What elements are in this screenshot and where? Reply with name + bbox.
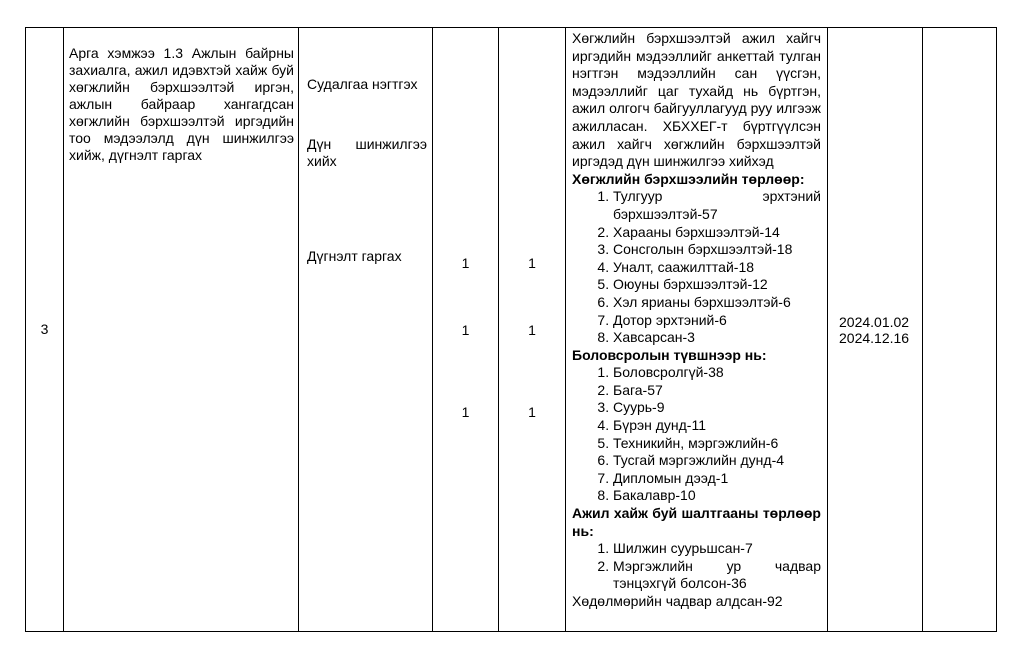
list-item: 5. Техникийн, мэргэжлийн-6	[613, 435, 821, 453]
count-value: 1	[528, 255, 536, 271]
list-item: 3. Суурь-9	[613, 399, 821, 417]
activities-cell	[299, 28, 433, 631]
list-item: 2. Мэргэжлийн ур чадвар тэнцэхгүй болсон-36	[613, 558, 821, 593]
list-item: 5. Оюуны бэрхшээлтэй-12	[613, 276, 821, 294]
reason-section-heading: Ажил хайж буй шалтгааны төрлөөр нь:	[572, 505, 821, 539]
list-item: 6. Тусгай мэргэжлийн дунд-4	[613, 452, 821, 470]
count-value: 1	[461, 255, 470, 271]
list-item: 2. Харааны бэрхшээлтэй-14	[613, 224, 821, 242]
list-item: 4. Уналт, саажилттай-18	[613, 259, 821, 277]
activity-label: Дүн шинжилгээ хийх	[307, 136, 427, 169]
list-item: 7. Дотор эрхтэний-6	[613, 312, 821, 330]
count-value: 1	[461, 404, 470, 420]
count-column-2-cell	[499, 28, 566, 631]
list-item: 4. Бүрэн дунд-11	[613, 417, 821, 435]
disability-section-heading: Хөгжлийн бэрхшээлийн төрлөөр:	[572, 170, 805, 187]
date-value: 2024.01.02	[839, 313, 910, 330]
count-value: 1	[528, 322, 536, 338]
disability-section-list	[572, 188, 821, 346]
list-item: 2. Бага-57	[613, 382, 821, 400]
row-number: 3	[40, 321, 49, 337]
performance-cell	[566, 28, 828, 631]
list-item: 3. Сонсголын бэрхшээлтэй-18	[613, 241, 821, 259]
list-item: 1. Тулгуур эрхтэний бэрхшээлтэй-57	[613, 188, 821, 223]
count-value: 1	[461, 322, 470, 338]
activity-label: Дүгнэлт гаргах	[307, 248, 402, 264]
measure-text: Арга хэмжээ 1.3 Ажлын байрны захиалга, ажил идэвхтэй хайж буй хөгжлийн бэрхшээлтэй иргэн, ажлын байраар хангагдсан хөгжлийн бэрхшээлтэй иргэдийн тоо мэдээлэлд дүн шинжилгээ хийж, дүгнэлт гаргах	[69, 45, 294, 163]
dates-cell	[828, 28, 923, 631]
education-section-heading: Боловсролын түвшнээр нь:	[572, 346, 767, 363]
count-value: 1	[528, 404, 536, 420]
list-item: 1. Боловсролгүй-38	[613, 364, 821, 382]
empty-cell	[923, 28, 996, 631]
list-item: 1. Шилжин суурьшсан-7	[613, 540, 821, 558]
education-section-list	[572, 364, 821, 505]
reason-section-list	[572, 540, 821, 593]
date-value: 2024.12.16	[839, 329, 910, 346]
list-item: 6. Хэл ярианы бэрхшээлтэй-6	[613, 294, 821, 312]
count-column-1-cell	[433, 28, 499, 631]
list-item: 8. Бакалавр-10	[613, 487, 821, 505]
activity-label: Судалгаа нэгтгэх	[307, 76, 418, 92]
list-item: 7. Дипломын дээд-1	[613, 470, 821, 488]
list-item: 8. Хавсарсан-3	[613, 329, 821, 347]
row-number-cell	[26, 28, 64, 631]
measure-cell	[64, 28, 299, 631]
performance-paragraph: Хөгжлийн бэрхшээлтэй ажил хайгч иргэдийн мэдээллийг анкеттай тулган нэгтгэн мэдээллийн сан үүсгэн, мэдээллийг цаг тухайд нь бүртгэн, ажил олгогч байгууллагууд руу илгээж ажилласан. ХБХХЕГ-т бүртгүүлсэн ажил хайгч хөгжлийн бэрхшээлтэй иргэдэд дүн шинжилгээ хийхэд	[572, 30, 821, 170]
performance-footer-line: Хөдөлмөрийн чадвар алдсан-92	[572, 593, 783, 609]
report-table	[25, 27, 997, 632]
